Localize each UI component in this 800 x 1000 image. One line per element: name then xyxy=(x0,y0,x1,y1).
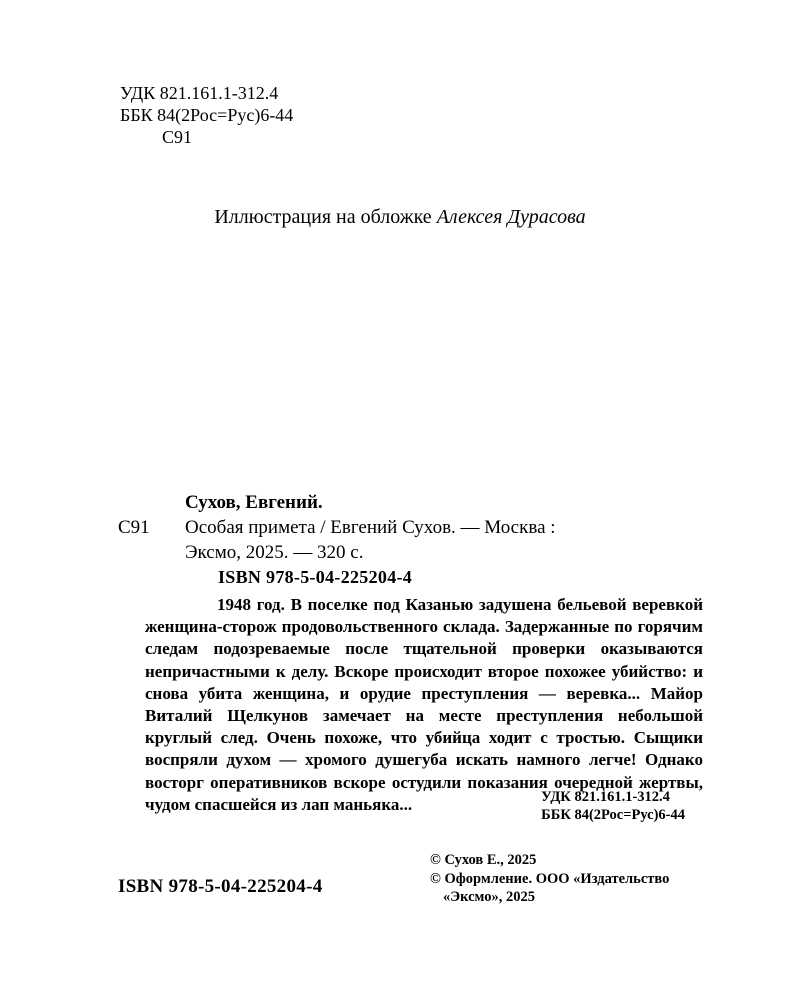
catalog-author-sign: С91 xyxy=(118,517,150,538)
bbk-line: ББК 84(2Рос=Рус)6-44 xyxy=(120,105,294,125)
copyright-design: © Оформление. ООО «Издательство «Эксмо», 2025 xyxy=(430,870,670,905)
copyright-block xyxy=(430,851,705,907)
udk-line: УДК 821.161.1-312.4 xyxy=(120,83,279,103)
catalog-title-line-2: Эксмо, 2025. — 320 с. xyxy=(185,542,364,563)
illustration-credit-text: Иллюстрация на обложке xyxy=(214,206,437,228)
illustration-artist-name: Алексея Дурасова xyxy=(436,206,586,228)
illustration-credit xyxy=(0,206,800,229)
classification-right-block xyxy=(541,788,685,824)
copyright-author: © Сухов Е., 2025 xyxy=(430,852,537,868)
classification-block xyxy=(120,82,293,148)
annotation-text: 1948 год. В поселке под Казанью задушена бельевой веревкой женщина-сторож продовольственного склада. Задержанные по горячим следам подозреваемые после тщательной проверки оказываются непричастными к делу. Вскоре происходит второе похожее убийство: и снова убита женщина, и орудие преступления — веревка... Майор Виталий Щелкунов замечает на месте преступления небольшой круглый след. Очень похоже, что убийца ходит с тростью. Сыщики воспряли духом — хромого душегуба искать намного легче! Однако восторг оперативников вскоре остудили показания очередной жертвы, чудом спасшейся из лап маньяка... xyxy=(145,595,703,814)
catalog-description xyxy=(185,515,704,565)
bbk-right-line: ББК 84(2Рос=Рус)6-44 xyxy=(541,807,685,823)
author-sign: С91 xyxy=(162,127,193,147)
catalog-title-line-1: Особая примета / Евгений Сухов. — Москва : xyxy=(185,517,556,538)
isbn-catalog: ISBN 978-5-04-225204-4 xyxy=(218,567,413,587)
catalog-author: Сухов, Евгений. xyxy=(185,492,323,513)
udk-right-line: УДК 821.161.1-312.4 xyxy=(541,789,670,805)
catalog-entry xyxy=(118,515,704,565)
isbn-footer: ISBN 978-5-04-225204-4 xyxy=(118,876,323,897)
